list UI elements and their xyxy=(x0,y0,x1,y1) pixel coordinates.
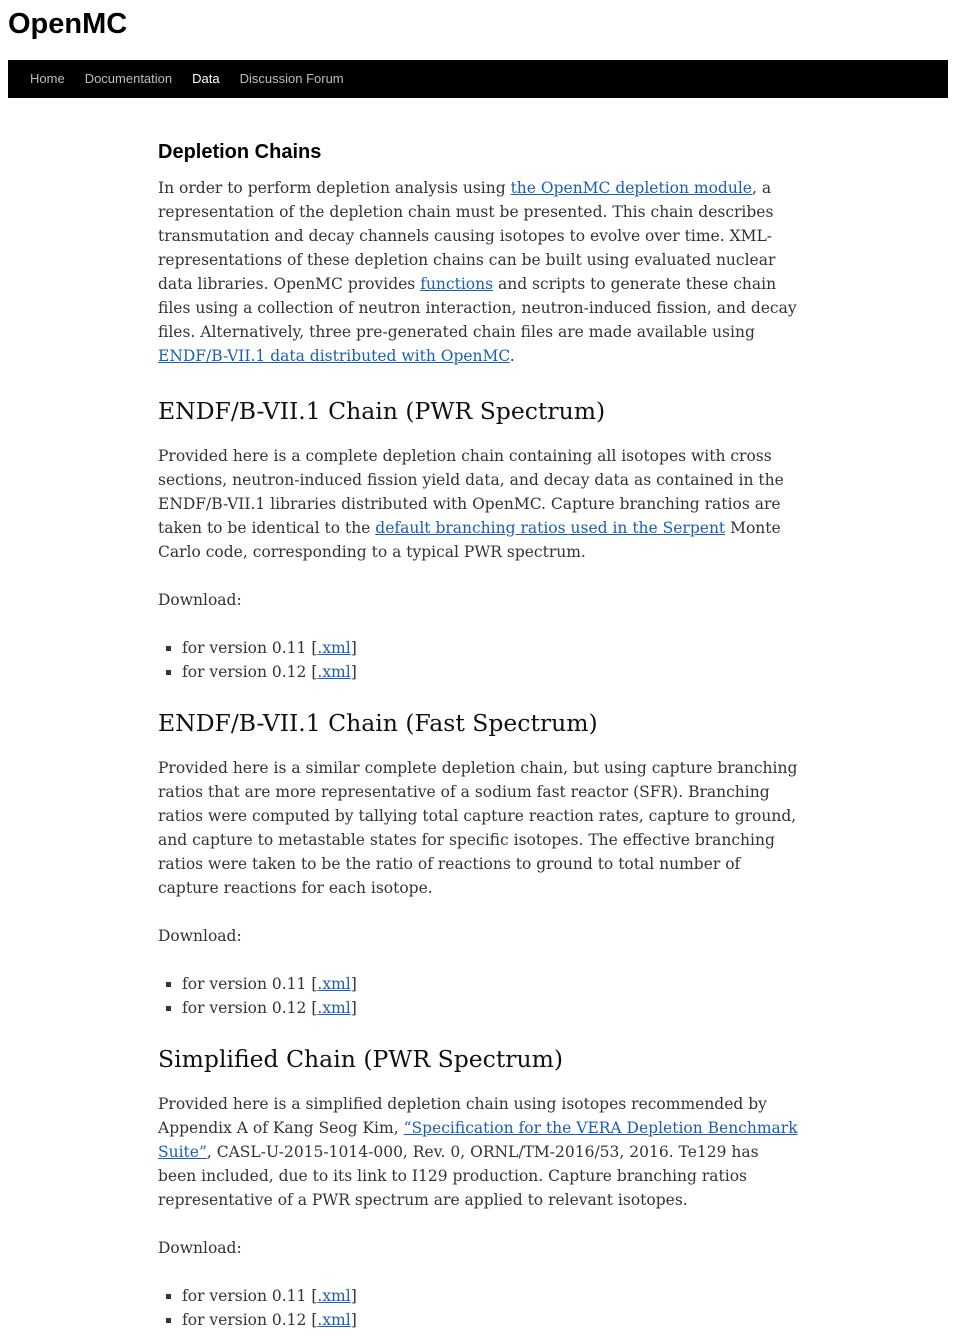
simplified-chain-paragraph: Provided here is a simplified depletion chain using isotopes recommended by Appendix A of Kang Seog Kim, “Specification for the VERA Depletion Benchmark Suite”, CASL-U-2015-1014-000, Rev. 0, ORNL/TM-2016/53, 2016. Te129 has been included, due to its link to I129 production. Capture branching ratios representative of a PWR spectrum are applied to relevant isotopes. xyxy=(158,1095,798,1209)
fast-v012-xml-link[interactable]: .xml xyxy=(317,999,351,1017)
list-item: ▪ for version 0.12 [.xml] xyxy=(182,1308,798,1332)
simplified-download-label: Download: xyxy=(158,1239,242,1257)
fast-download-label: Download: xyxy=(158,927,242,945)
nav-home[interactable]: Home xyxy=(30,71,65,86)
list-item: ▪ for version 0.11 [.xml] xyxy=(182,972,798,996)
openmc-depletion-module-link[interactable]: the OpenMC depletion module xyxy=(510,179,752,197)
fast-chain-paragraph: Provided here is a similar complete depletion chain, but using capture branching ratios that are more representative of a sodium fast reactor (SFR). Branching ratios were computed by tallying total capture reaction rates, capture to ground, and capture to metastable states for specific isotopes. The effective branching ratios were taken to be the ratio of reactions to ground to total number of capture reactions for each isotope. xyxy=(158,759,798,897)
vera-benchmark-link[interactable]: “Specification for the VERA Depletion Benchmark Suite” xyxy=(158,1119,798,1161)
simplified-chain-heading: Simplified Chain (PWR Spectrum) xyxy=(158,1045,564,1073)
list-item: ▪ for version 0.11 [.xml] xyxy=(182,636,798,660)
serpent-branching-link[interactable]: default branching ratios used in the Serpent xyxy=(375,519,726,537)
pwr-v011-xml-link[interactable]: .xml xyxy=(317,639,351,657)
list-item: ▪ for version 0.11 [.xml] xyxy=(182,1284,798,1308)
pwr-v012-xml-link[interactable]: .xml xyxy=(317,663,351,681)
simplified-v011-xml-link[interactable]: .xml xyxy=(317,1287,351,1305)
fast-download-list xyxy=(158,972,798,1020)
pwr-chain-paragraph: Provided here is a complete depletion chain containing all isotopes with cross sections, neutron-induced fission yield data, and decay data as contained in the ENDF/B-VII.1 libraries distributed with OpenMC. Capture branching ratios are taken to be identical to the default branching ratios used in the Serpent Monte Carlo code, corresponding to a typical PWR spectrum. xyxy=(158,447,784,561)
main-content xyxy=(158,130,798,1332)
pwr-download-list xyxy=(158,636,798,684)
pwr-download-label: Download: xyxy=(158,591,242,609)
pwr-chain-heading: ENDF/B-VII.1 Chain (PWR Spectrum) xyxy=(158,397,606,425)
endf-data-link[interactable]: ENDF/B-VII.1 data distributed with OpenMC xyxy=(158,347,510,365)
depletion-chains-heading: Depletion Chains xyxy=(158,141,322,163)
nav-discussion-forum[interactable]: Discussion Forum xyxy=(239,71,344,86)
nav-data[interactable]: Data xyxy=(192,71,220,86)
list-item: ▪ for version 0.12 [.xml] xyxy=(182,996,798,1020)
list-item: ▪ for version 0.12 [.xml] xyxy=(182,660,798,684)
fast-v011-xml-link[interactable]: .xml xyxy=(317,975,351,993)
simplified-download-list xyxy=(158,1284,798,1332)
simplified-v012-xml-link[interactable]: .xml xyxy=(317,1311,351,1329)
fast-chain-heading: ENDF/B-VII.1 Chain (Fast Spectrum) xyxy=(158,709,598,737)
site-title[interactable]: OpenMC xyxy=(8,8,128,40)
functions-link[interactable]: functions xyxy=(420,275,494,293)
nav-documentation[interactable]: Documentation xyxy=(84,71,173,86)
intro-paragraph: In order to perform depletion analysis using the OpenMC depletion module, a representation of the depletion chain must be presented. This chain describes transmutation and decay channels causing isotopes to evolve over time. XML-representations of these depletion chains can be built using evaluated nuclear data libraries. OpenMC provides functions and scripts to generate these chain files using a collection of neutron interaction, neutron-induced fission, and decay files. Alternatively, three pre-generated chain files are made available using ENDF/B-VII.1 data distributed with OpenMC. xyxy=(158,179,797,365)
top-navbar xyxy=(8,60,948,98)
